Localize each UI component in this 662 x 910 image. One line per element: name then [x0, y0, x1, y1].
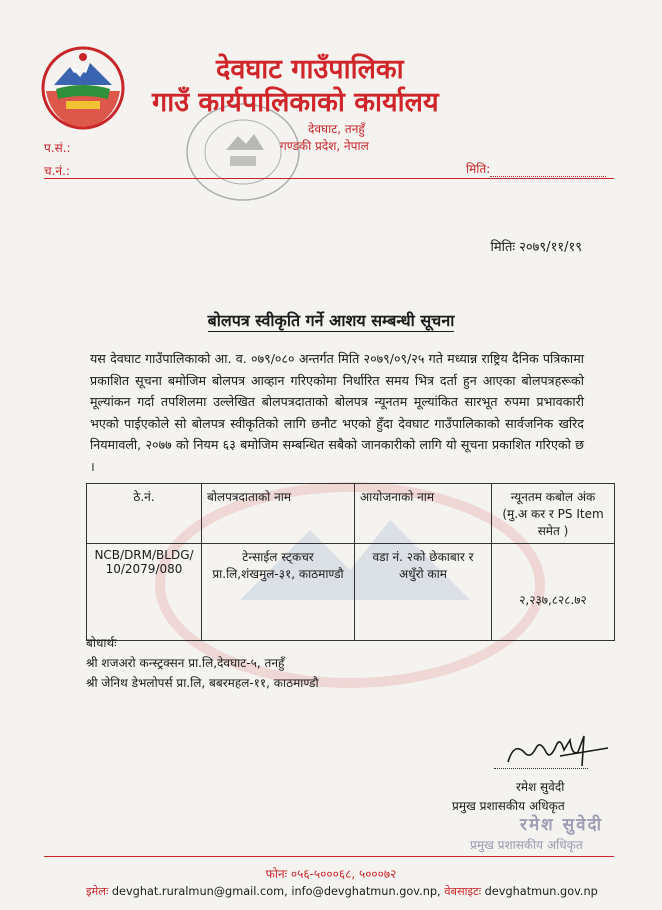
address-district: देवघाट, तनहुँ: [308, 122, 365, 136]
footer-phone: फोनः ०५६-५०००६८, ५०००७२: [265, 867, 397, 881]
cc-item: श्री शजअरो कन्स्ट्रक्सन प्रा.लि,देवघाट-५, तनहुँ: [86, 656, 285, 670]
designation-stamp: प्रमुख प्रशासकीय अधिकृत: [470, 838, 583, 852]
nepal-emblem-logo: [40, 45, 126, 131]
name-stamp: रमेश सुवेदी: [520, 815, 603, 835]
email-label: इमेलः: [86, 885, 109, 898]
cell-project-name: वडा नं. २को छेकाबार र अधुँरो काम: [355, 544, 492, 641]
notice-subject: बोलपत्र स्वीकृति गर्ने आशय सम्बन्धी सूचना: [207, 311, 455, 330]
patra-sankhya-label: प.सं.:: [44, 141, 71, 155]
cc-item: श्री जेनिथ डेभलोपर्स प्रा.लि, बबरमहल-११, काठमाण्डौ: [86, 676, 319, 690]
footer-divider: [44, 856, 614, 857]
table-header-row: [87, 484, 615, 544]
miti-label: मिति:: [466, 160, 606, 177]
handwritten-signature: [500, 722, 610, 774]
header-bidder-name: बोलपत्रदाताको नाम: [202, 484, 355, 544]
footer-contact: [86, 884, 598, 899]
bodhartha-label: बोधार्थः: [86, 636, 117, 650]
notice-body: यस देवघाट गाउँपालिकाको आ. व. ०७९/०८० अन्तर्गत मिति २०७९/०९/२५ गते मध्यान्न राष्ट्रिय दैनिक पत्रिकामा प्रकाशित सूचना बमोजिम बोलपत्र आव्हान गरिएकोमा निर्धारित समय भित्र दर्ता हुन आएका बोलपत्रहरूको मूल्यांकन गर्दा तपशिलमा उल्लेखित बोलपत्रदाताको बोलपत्र न्यूनतम मूल्यांकित सारभूत रुपमा प्रभावकारी भएको पाईएकोले सो बोलपत्र स्वीकृतिको लागि छनौट भएको हुँदा देवघाट गाउँपालिकाको सार्वजनिक खरिद नियमावली, २०७७ को नियम ६३ बमोजिम सम्बन्धित सबैको जानकारीको लागि यो सूचना प्रकाशित गरिएको छ ।: [90, 351, 584, 474]
signatory-name: रमेश सुवेदी: [516, 780, 565, 794]
header-contract-no: ठे.नं.: [87, 484, 202, 544]
signatory-designation: प्रमुख प्रशासकीय अधिकृत: [452, 799, 565, 813]
cell-bidder-name: टेन्साईल स्ट्कचर प्रा.लि,शंखमुल-३१, काठमाण्डौ: [202, 544, 355, 641]
header-divider: [44, 178, 614, 179]
header-project-name: आयोजनाको नाम: [355, 484, 492, 544]
signature-line: [494, 768, 588, 769]
chalani-label: च.नं.:: [44, 162, 84, 179]
footer-emails[interactable]: devghat.ruralmun@gmail.com, info@devghatmun.gov.np,: [111, 885, 441, 898]
cell-min-bid: २,२३७,८२८.७२: [492, 544, 615, 641]
office-title: गाउँ कार्यपालिकाको कार्यालय: [152, 87, 439, 118]
footer-website[interactable]: devghatmun.gov.np: [484, 885, 598, 898]
bid-table: [86, 483, 615, 641]
table-row: [87, 544, 615, 641]
address-province: गण्डकी प्रदेश, नेपाल: [280, 139, 369, 153]
cell-contract-no: NCB/DRM/BLDG/ 10/2079/080: [87, 544, 202, 641]
letter-date: मितिः २०७९/११/१९: [490, 240, 582, 255]
municipality-title: देवघाट गाउँपालिका: [216, 54, 404, 85]
website-label: वेबसाइटः: [444, 885, 482, 898]
header-min-bid: न्यूनतम कबोल अंक (मु.अ कर र PS Item समेत ): [492, 484, 615, 544]
